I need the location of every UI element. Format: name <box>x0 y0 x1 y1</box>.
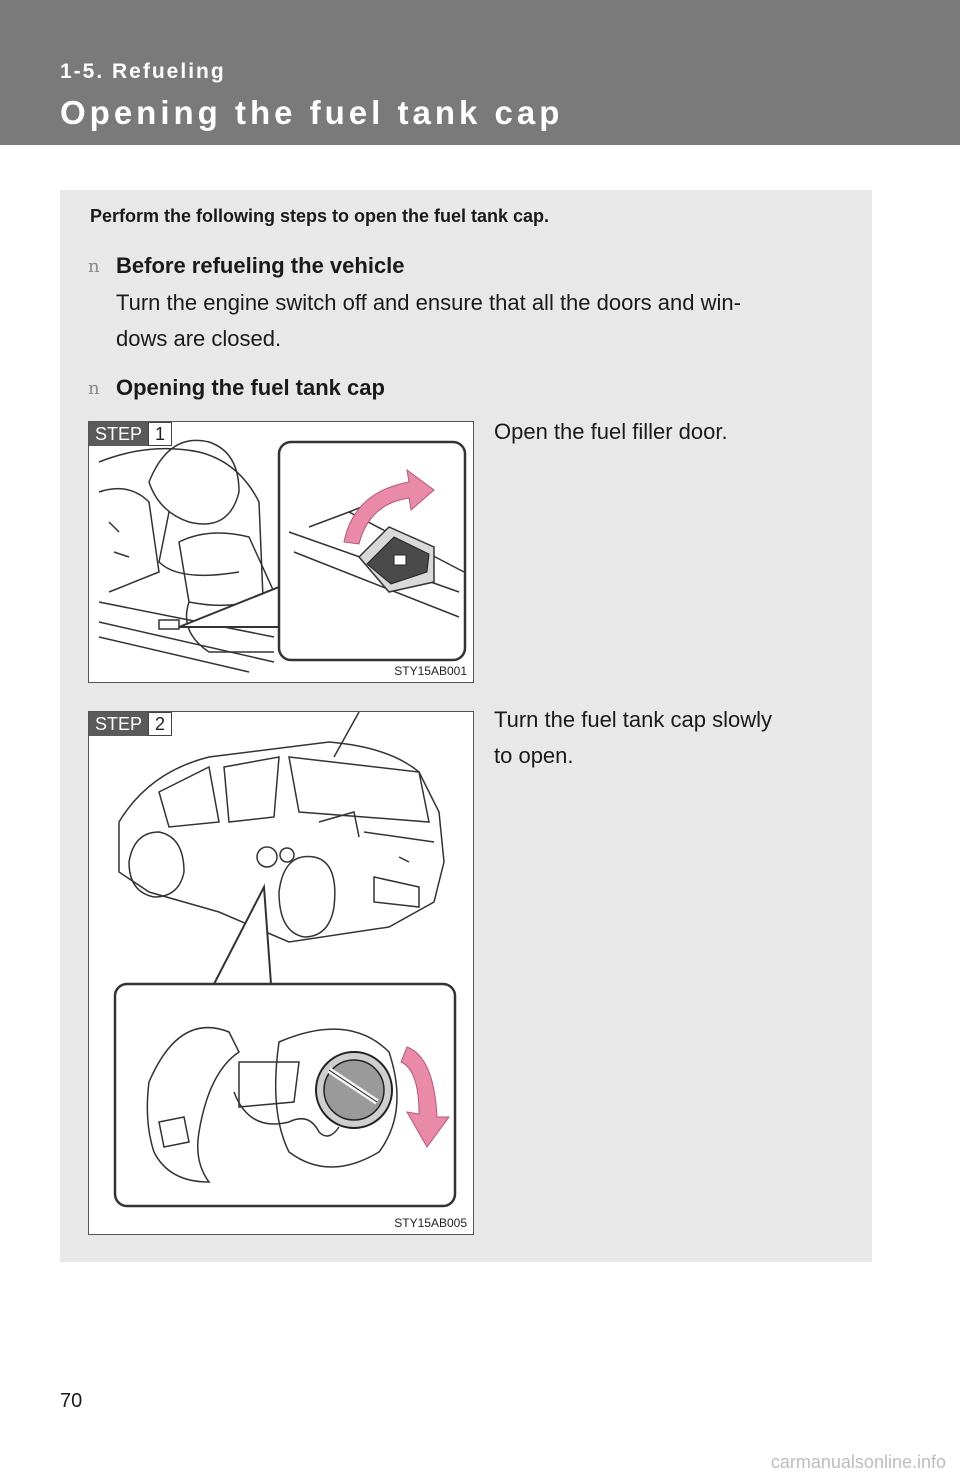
page-number: 70 <box>60 1390 83 1412</box>
car-body <box>119 742 444 942</box>
page-title: Opening the fuel tank cap <box>60 94 564 131</box>
step-number: 2 <box>148 712 172 736</box>
bullet-icon: n <box>88 378 100 399</box>
interior-illustration <box>89 422 473 682</box>
callout-box <box>115 984 455 1206</box>
fuel-tank-cap-icon <box>316 1052 392 1128</box>
step-1-instruction: Open the fuel filler door. <box>494 419 728 444</box>
figure-code: STY15AB001 <box>394 664 467 678</box>
watermark: carmanualsonline.info <box>770 1452 946 1472</box>
step-number: 1 <box>148 422 172 446</box>
section-label: 1-5. Refueling <box>60 60 226 83</box>
step-label: STEP <box>89 712 148 736</box>
before-refueling-line-2: dows are closed. <box>116 326 282 351</box>
step-2-instruction-line-2: to open. <box>494 743 574 768</box>
before-refueling-line-1: Turn the engine switch off and ensure that all the doors and win- <box>116 290 741 315</box>
bullet-icon: n <box>88 256 100 277</box>
step-1-badge <box>89 422 172 446</box>
car-illustration <box>89 712 473 1234</box>
step-2-badge <box>89 712 172 736</box>
intro-text: Perform the following steps to open the fuel tank cap. <box>90 206 550 226</box>
callout-pointer <box>179 587 279 627</box>
step-1-figure <box>88 421 474 683</box>
antenna <box>334 712 359 757</box>
step-label: STEP <box>89 422 148 446</box>
before-refueling-heading: Before refueling the vehicle <box>116 253 405 278</box>
callout-pointer <box>214 887 271 984</box>
step-2-figure <box>88 711 474 1235</box>
opening-cap-heading: Opening the fuel tank cap <box>116 375 385 400</box>
figure-code: STY15AB005 <box>394 1216 467 1230</box>
page-header <box>0 0 960 145</box>
step-2-instruction-line-1: Turn the fuel tank cap slowly <box>494 707 772 732</box>
